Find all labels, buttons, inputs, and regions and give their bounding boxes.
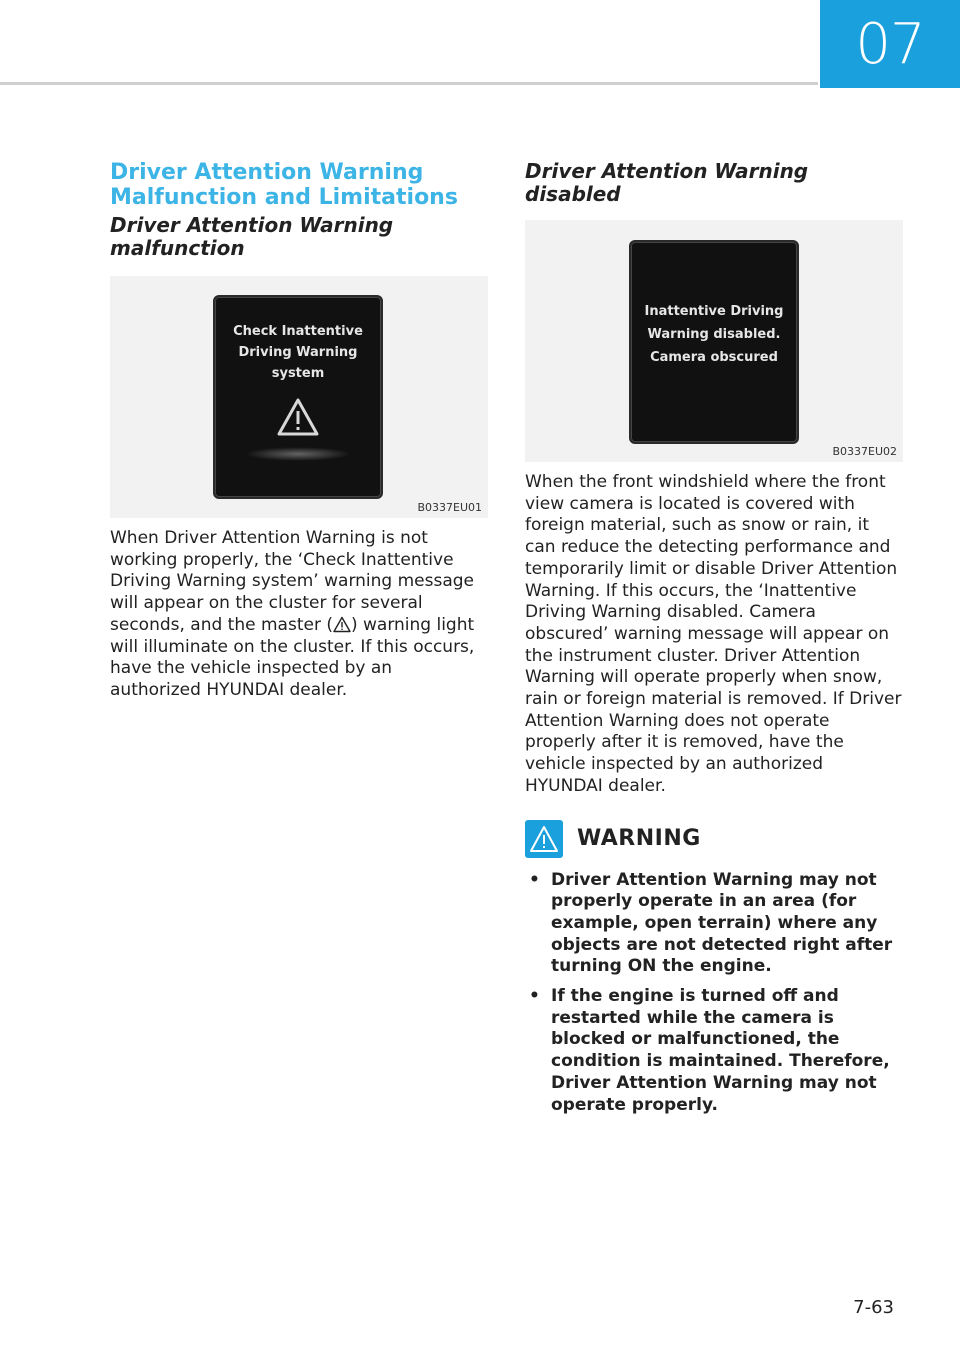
figure-disabled	[525, 220, 903, 462]
header-rule	[0, 82, 818, 85]
chapter-number: 07	[855, 11, 925, 77]
figure-code: B0337EU01	[417, 501, 482, 514]
paragraph-part2: ) warning light will illuminate on the cluster. If this occurs, have the vehicle inspected by an authorized HYUNDAI dealer.	[110, 614, 475, 700]
left-column	[110, 160, 488, 702]
cluster-message-line1: Inattentive Driving	[644, 304, 784, 319]
paragraph-part1: When Driver Attention Warning is not working properly, the ‘Check Inattentive Driving Warning system’ warning message will appear on the cluster for several seconds, and the master (	[110, 528, 474, 635]
master-warning-icon	[333, 616, 351, 633]
right-column	[525, 160, 903, 1124]
screen-glow	[245, 447, 351, 461]
cluster-screen	[629, 240, 799, 444]
warning-item-text: Driver Attention Warning may not properly operate in an area (for example, open terrain) where any objects are not detected right after turning ON the engine.	[551, 869, 893, 977]
subhead-disabled: Driver Attention Warning disabled	[525, 159, 809, 206]
warning-list	[525, 870, 903, 1117]
warning-header	[525, 820, 903, 858]
warning-item	[525, 870, 903, 979]
cluster-message-line2: Warning disabled.	[647, 327, 781, 342]
page-number: 7-63	[853, 1297, 894, 1318]
chapter-tab	[820, 0, 960, 88]
warning-triangle-icon	[276, 397, 320, 437]
cluster-message	[631, 300, 797, 369]
subhead-line2: malfunction	[110, 236, 245, 260]
malfunction-paragraph	[110, 528, 488, 702]
section-title	[110, 160, 488, 210]
bullet: •	[529, 869, 540, 890]
warning-item	[525, 986, 903, 1116]
cluster-message-line2: Driving Warning system	[238, 345, 358, 381]
warning-badge	[525, 820, 563, 858]
cluster-message	[215, 321, 381, 384]
disabled-paragraph: When the front windshield where the front view camera is located is covered with foreign material, such as snow or rain, it can reduce the detecting performance and temporarily limit or disable Driver Attention Warning. If this occurs, the ‘Inattentive Driving Warning disabled. Camera obscured’ warning message will appear on the instrument cluster. Driver Attention Warning will operate properly when snow, rain or foreign material is removed. If Driver Attention Warning does not operate properly after it is removed, have the vehicle inspected by an authorized HYUNDAI dealer.	[525, 472, 902, 796]
subhead-line1: Driver Attention Warning	[110, 213, 394, 237]
warning-title: WARNING	[577, 826, 701, 852]
figure-code: B0337EU02	[832, 445, 897, 458]
section-title-line1: Driver Attention Warning	[110, 160, 424, 185]
section-title-line2: Malfunction and Limitations	[110, 185, 458, 210]
warning-item-text: If the engine is turned off and restarted while the camera is blocked or malfunctioned, the condition is maintained. Therefore, Driver Attention Warning may not operate properly.	[551, 986, 890, 1115]
bullet: •	[529, 986, 540, 1007]
cluster-screen	[213, 295, 383, 499]
figure-malfunction	[110, 276, 488, 518]
cluster-message-line3: Camera obscured	[650, 350, 778, 365]
warning-icon	[529, 825, 559, 853]
cluster-message-line1: Check Inattentive	[233, 324, 363, 339]
subhead-malfunction	[110, 214, 488, 260]
